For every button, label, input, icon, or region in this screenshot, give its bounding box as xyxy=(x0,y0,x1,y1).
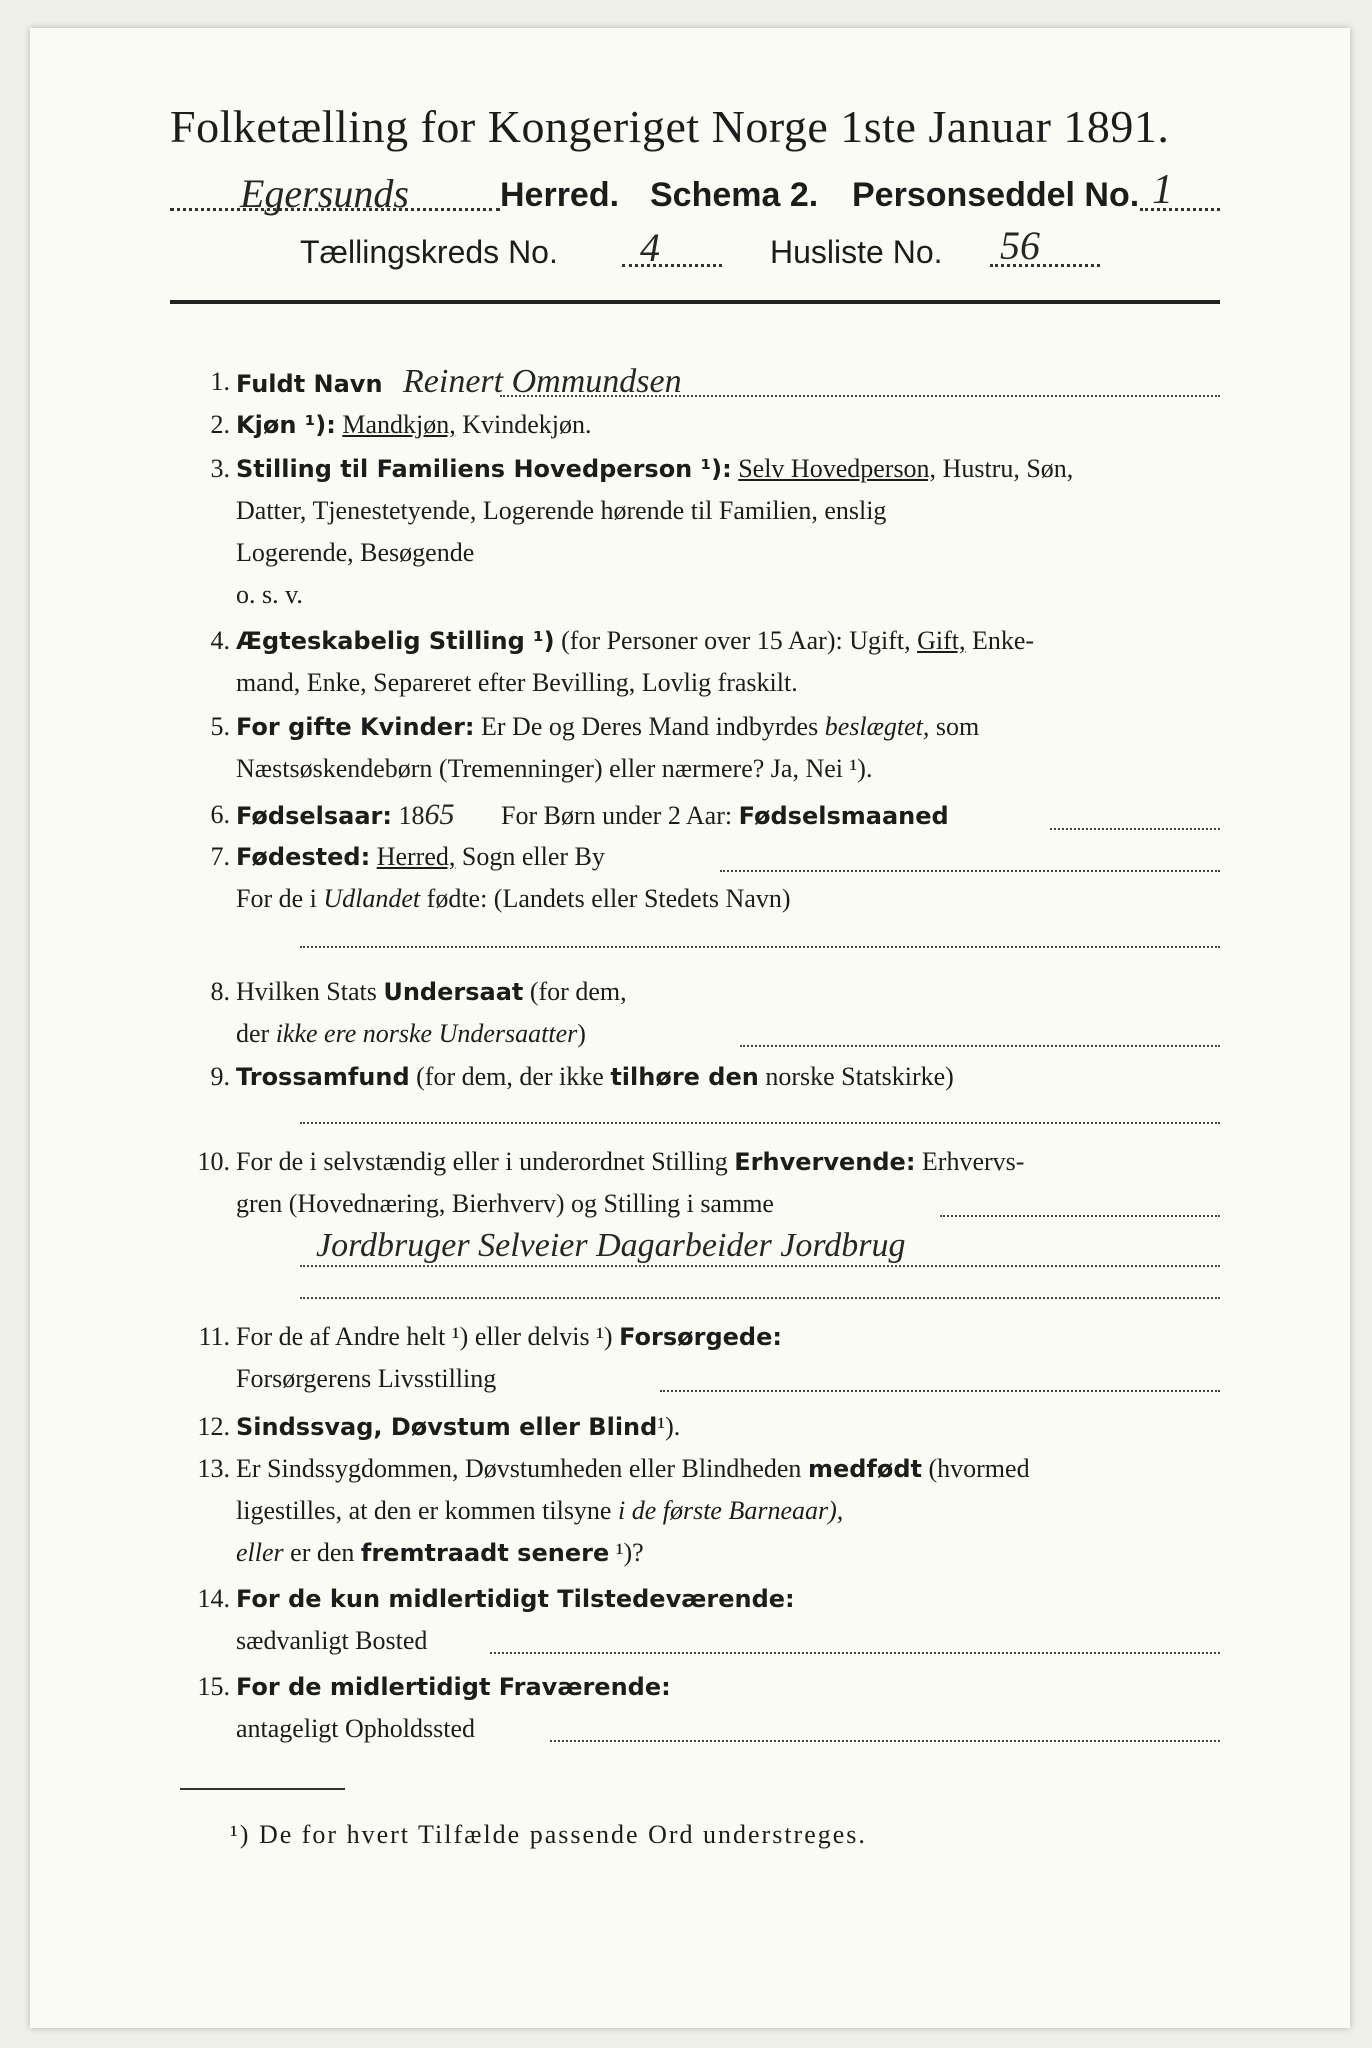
herred-label: Herred. xyxy=(500,176,620,214)
q6-birth-year: 65 xyxy=(424,798,455,831)
q13-line-2-italic: i de første Barneaar), xyxy=(617,1496,844,1525)
header-rule xyxy=(170,300,1220,304)
q12-label: Sindssvag, Døvstum eller Blind xyxy=(236,1413,658,1441)
q9-label: Trossamfund xyxy=(236,1063,410,1091)
q6-prefix: 18 xyxy=(398,801,425,830)
q10-fill-line xyxy=(940,1215,1220,1217)
husliste-number: 56 xyxy=(1000,223,1040,268)
q6-number: 6. xyxy=(210,800,230,829)
q2-number: 2. xyxy=(210,410,230,439)
q13-line-3c: ¹)? xyxy=(615,1538,644,1567)
question-12 xyxy=(170,1410,1220,1450)
personseddel-number: 1 xyxy=(1152,167,1173,213)
q1-label: Fuldt Navn xyxy=(236,370,383,398)
question-13 xyxy=(170,1452,1220,1572)
q10-value: Jordbruger Selveier Dagarbeider Jordbrug xyxy=(316,1227,906,1264)
q8-line-2-italic: ikke ere norske Undersaatter xyxy=(275,1019,578,1048)
q1-value: Reinert Ommundsen xyxy=(403,363,682,400)
q3-number: 3. xyxy=(210,454,230,483)
q14-fill-line xyxy=(490,1652,1220,1654)
q8-text: Hvilken Stats Undersaat (for dem, der ikke ere norske Undersaatter) xyxy=(236,977,627,1048)
q8-fill-line xyxy=(740,1045,1220,1047)
q5-number: 5. xyxy=(210,712,230,741)
q14-number: 14. xyxy=(197,1584,230,1613)
herred-row xyxy=(170,167,1220,220)
question-3 xyxy=(170,452,1220,612)
q5-text-1: Er De og Deres Mand indbyrdes xyxy=(481,712,819,741)
taellingskreds-number: 4 xyxy=(640,225,660,270)
q10-number: 10. xyxy=(197,1147,230,1176)
q8-number: 8. xyxy=(210,977,230,1006)
q2-text xyxy=(236,408,1220,442)
q15-line-2: antageligt Opholdssted xyxy=(236,1714,476,1743)
q7-text xyxy=(236,840,1220,916)
q7-line-2b: fødte: (Landets eller Stedets Navn) xyxy=(426,884,791,913)
q5-text xyxy=(236,710,1220,786)
q4-selected: Gift, xyxy=(917,626,966,655)
q9-text-1: (for dem, der ikke xyxy=(416,1062,604,1091)
kreds-row xyxy=(300,223,1220,278)
footnote-separator xyxy=(180,1788,345,1790)
personseddel-label: Personseddel No. xyxy=(852,176,1140,214)
question-14 xyxy=(170,1582,1220,1662)
q8-text-2: (for dem, xyxy=(529,977,627,1006)
question-10 xyxy=(170,1145,1220,1305)
q12-text-1: ¹). xyxy=(657,1412,681,1441)
q12-text xyxy=(236,1410,1220,1444)
q10-fill-line-3 xyxy=(300,1297,1220,1299)
q8-line-2a: der xyxy=(236,1019,270,1048)
q13-line-3-bold: fremtraadt senere xyxy=(360,1539,610,1567)
q7-line-2a: For de i xyxy=(236,884,317,913)
footnote: ¹) De for hvert Tilfælde passende Ord understreges. xyxy=(230,1820,867,1849)
form-title: Folketælling for Kongeriget Norge 1ste Januar 1891. xyxy=(170,101,1170,152)
q14-line-2: sædvanligt Bosted xyxy=(236,1626,428,1655)
taellingskreds-label: Tællingskreds No. xyxy=(300,234,558,270)
q7-label: Fødested: xyxy=(236,843,371,871)
q10-text-1: For de i selvstændig eller i underordnet Stilling xyxy=(236,1147,728,1176)
q3-text xyxy=(236,452,1220,612)
q3-rest: Hustru, Søn, xyxy=(942,454,1074,483)
q11-line-2: Forsørgerens Livsstilling xyxy=(236,1364,497,1393)
q8-text-1: Hvilken Stats xyxy=(236,977,377,1006)
question-8 xyxy=(170,975,1220,1055)
q10-text xyxy=(236,1145,1220,1263)
q11-fill-line xyxy=(660,1390,1220,1392)
taellingskreds-fill-line xyxy=(622,264,722,267)
q4-number: 4. xyxy=(210,626,230,655)
q2-option-kvindekjon: Kvindekjøn. xyxy=(462,410,592,439)
q1-fill-line xyxy=(500,395,1220,397)
question-6 xyxy=(170,798,1220,838)
q10-text-2: Erhvervs- xyxy=(921,1147,1025,1176)
q13-text-1: Er Sindssygdommen, Døvstumheden eller Blindheden xyxy=(236,1454,802,1483)
q2-label: Kjøn ¹): xyxy=(236,411,336,439)
question-5 xyxy=(170,710,1220,790)
question-7 xyxy=(170,840,1220,960)
q10-fill-line-2 xyxy=(300,1265,1220,1267)
q15-text xyxy=(236,1670,1220,1746)
q10-line-2: gren (Hovednæring, Bierhverv) og Stilling i samme xyxy=(236,1189,774,1218)
q15-fill-line xyxy=(550,1740,1220,1742)
q5-label: For gifte Kvinder: xyxy=(236,713,475,741)
q6-fill-line xyxy=(1050,828,1220,830)
q13-text-2: (hvormed xyxy=(928,1454,1030,1483)
q14-label: For de kun midlertidigt Tilstedeværende: xyxy=(236,1585,795,1613)
question-15 xyxy=(170,1670,1220,1750)
q3-line-3: Logerende, Besøgende xyxy=(236,538,475,567)
q10-label: Erhvervende: xyxy=(734,1148,916,1176)
q9-text xyxy=(236,1060,1220,1094)
q8-label: Undersaat xyxy=(383,978,524,1006)
q14-text xyxy=(236,1582,1220,1658)
q4-text xyxy=(236,624,1220,700)
q2-option-mandkjon: Mandkjøn, xyxy=(342,410,456,439)
q11-text xyxy=(236,1320,1220,1396)
q9-bold-2: tilhøre den xyxy=(610,1063,759,1091)
q15-label: For de midlertidigt Fraværende: xyxy=(236,1673,671,1701)
q6-under-two: For Børn under 2 Aar: xyxy=(501,801,733,830)
q3-line-4: o. s. v. xyxy=(236,580,303,609)
q3-line-2: Datter, Tjenestetyende, Logerende hørende til Familien, enslig xyxy=(236,496,887,525)
q4-text-2: Enke- xyxy=(971,626,1035,655)
q7-rest: Sogn eller By xyxy=(461,842,605,871)
q15-number: 15. xyxy=(197,1672,230,1701)
q3-selected: Selv Hovedperson, xyxy=(738,454,937,483)
q7-fill-line-2 xyxy=(300,946,1220,948)
q5-text-2: som xyxy=(935,712,980,741)
q9-text-2: norske Statskirke) xyxy=(765,1062,954,1091)
husliste-label: Husliste No. xyxy=(770,234,943,270)
q11-number: 11. xyxy=(198,1322,230,1351)
q11-text-1: For de af Andre helt ¹) eller delvis ¹) xyxy=(236,1322,613,1351)
question-4 xyxy=(170,624,1220,704)
q4-line-2: mand, Enke, Separeret efter Bevilling, Lovlig fraskilt. xyxy=(236,668,798,697)
q13-line-3a: er den xyxy=(290,1538,355,1567)
question-1 xyxy=(170,365,1220,405)
q13-number: 13. xyxy=(197,1454,230,1483)
q5-line-2: Næstsøskendebørn (Tremenninger) eller nærmere? Ja, Nei ¹). xyxy=(236,754,873,783)
q7-selected: Herred, xyxy=(376,842,456,871)
question-11 xyxy=(170,1320,1220,1400)
q3-label: Stilling til Familiens Hovedperson ¹): xyxy=(236,455,732,483)
q13-line-3-italic: eller xyxy=(236,1538,284,1567)
question-9 xyxy=(170,1060,1220,1130)
herred-name: Egersunds xyxy=(240,171,409,216)
q4-label: Ægteskabelig Stilling ¹) xyxy=(236,627,555,655)
q13-label: medfødt xyxy=(807,1455,922,1483)
q6-label-2: Fødselsmaaned xyxy=(738,802,949,830)
q11-label: Forsørgede: xyxy=(619,1323,782,1351)
schema-label: Schema 2. xyxy=(650,176,819,214)
q13-text xyxy=(236,1452,1220,1570)
q9-fill-line xyxy=(300,1122,1220,1124)
q9-number: 9. xyxy=(210,1062,230,1091)
q4-text-1: (for Personer over 15 Aar): Ugift, xyxy=(561,626,911,655)
q13-line-2a: ligestilles, at den er kommen tilsyne xyxy=(236,1496,612,1525)
q7-line-2-italic: Udlandet xyxy=(323,884,421,913)
q1-number: 1. xyxy=(210,367,230,396)
q5-italic: beslægtet, xyxy=(824,712,930,741)
q7-number: 7. xyxy=(210,842,230,871)
q6-label: Fødselsaar: xyxy=(236,802,392,830)
q12-number: 12. xyxy=(197,1412,230,1441)
q7-fill-line xyxy=(720,870,1220,872)
question-2 xyxy=(170,408,1220,448)
